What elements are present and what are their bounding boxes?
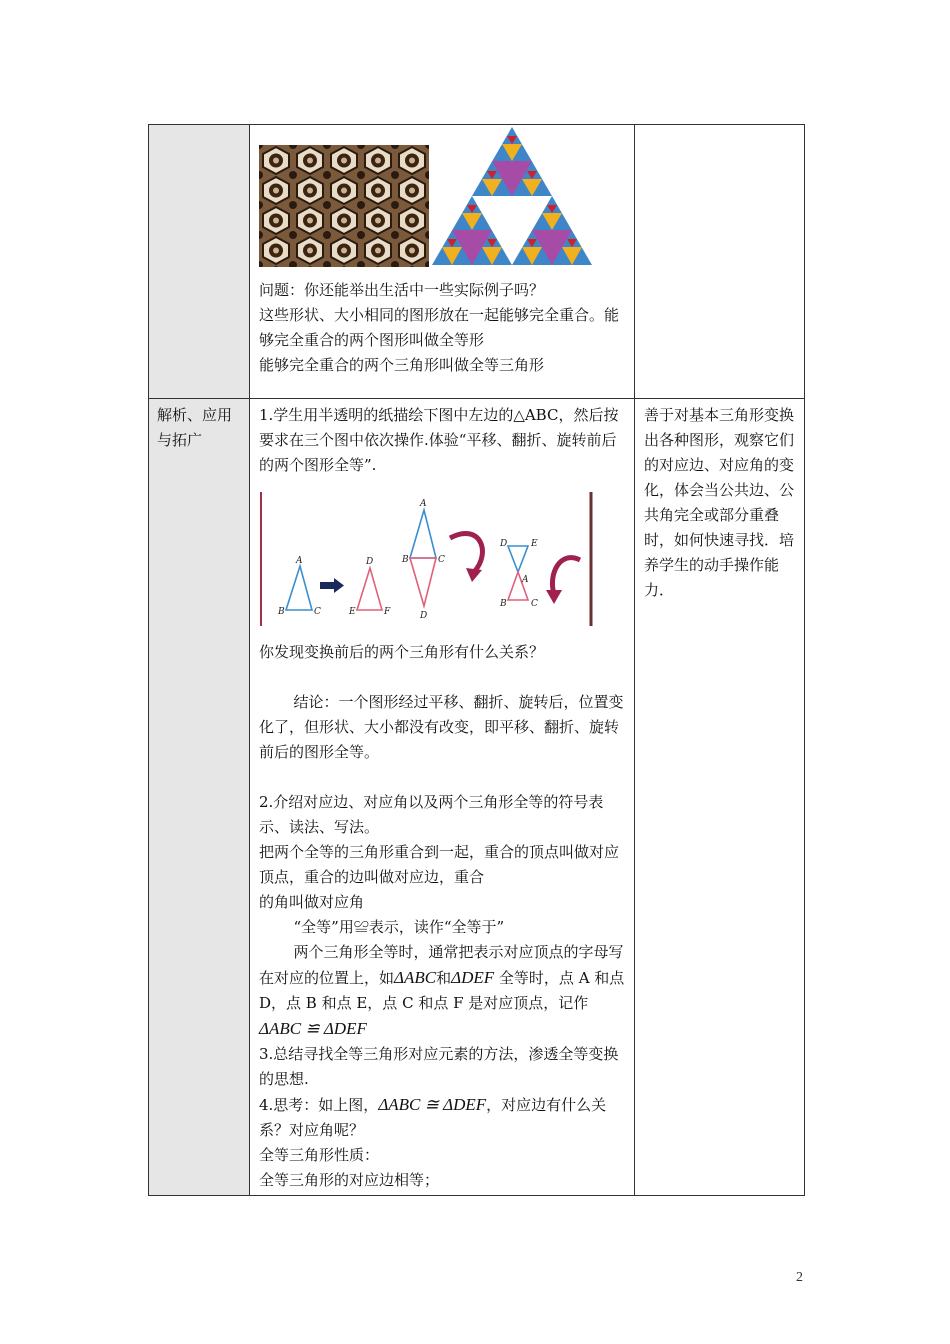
svg-text:D: D [500, 539, 508, 549]
activity-1-text: 1.学生用半透明的纸描绘下图中左边的△ABC，然后按要求在三个图中依次操作.体验“平移、翻折、旋转前后的两个图形全等”. [259, 406, 619, 474]
section-cell [149, 125, 250, 399]
table-row [149, 125, 805, 399]
property-heading: 全等三角形性质： [259, 1146, 380, 1164]
math-congruence: ΔABC ≅ ΔDEF [378, 1095, 487, 1114]
svg-text:B: B [402, 555, 409, 565]
transformation-figure [260, 490, 594, 628]
svg-text:C: C [438, 555, 445, 565]
lesson-table [148, 124, 805, 1196]
sierpinski-triangle-image [430, 125, 594, 267]
svg-text:A: A [522, 575, 529, 585]
notes-cell [635, 125, 805, 399]
svg-text:E: E [349, 607, 356, 617]
svg-text:C: C [531, 599, 538, 609]
table-row [149, 399, 805, 1196]
corresponding-angle-text: 的角叫做对应角 [259, 893, 365, 911]
svg-text:F: F [384, 607, 391, 617]
svg-text:D: D [420, 611, 428, 621]
example-images [250, 125, 634, 274]
section-cell [149, 399, 250, 1196]
activity-3-text: 3.总结寻找全等三角形对应元素的方法，渗透全等变换的思想. [259, 1045, 619, 1088]
label-c: C [314, 607, 321, 617]
math-congruence: ΔABC ≌ ΔDEF [259, 1019, 367, 1038]
math-def: ΔDEF [451, 968, 495, 987]
content-cell [250, 125, 635, 399]
section-title: 解析、应用与拓广 [157, 406, 233, 449]
svg-text:A: A [420, 499, 427, 509]
property-text: 全等三角形的对应边相等； [259, 1171, 440, 1189]
svg-text:E: E [531, 539, 538, 549]
notation-paragraph: 两个三角形全等时，通常把表示对应顶点的字母写在对应的位置上，如ΔABC和ΔDEF 全等时，点 A 和点 D，点 B 和点 E，点 C 和点 F 是对应顶点，记作ΔABC ≌ ΔDEF [259, 943, 625, 1038]
conclusion-text: 结论：一个图形经过平移、翻折、旋转后，位置变化了，但形状、大小都没有改变，即平移、翻折、旋转前后的图形全等。 [259, 693, 624, 761]
content-cell [250, 399, 635, 1196]
congruent-triangle-definition: 能够完全重合的两个三角形叫做全等三角形 [259, 356, 545, 374]
activity-4-text: 4.思考：如上图，ΔABC ≅ ΔDEF，对应边有什么关系？对应角呢？ [259, 1095, 607, 1139]
svg-text:D: D [366, 557, 374, 567]
corresponding-text: 把两个全等的三角形重合到一起，重合的顶点叫做对应顶点，重合的边叫做对应边，重合 [259, 843, 620, 886]
teaching-notes: 善于对基本三角形变换出各种图形，观察它们的对应边、对应角的变化，体会当公共边、公共角完全或部分重叠时，如何快速寻找．培养学生的动手操作能力． [644, 406, 795, 599]
question-text: 你发现变换前后的两个三角形有什么关系？ [259, 643, 545, 661]
label-a: A [296, 556, 303, 566]
math-abc: ΔABC [394, 968, 437, 987]
page-number: 2 [796, 1270, 803, 1285]
hexagon-pattern-image [259, 145, 429, 267]
question-text: 问题：你还能举出生活中一些实际例子吗？ [259, 281, 545, 299]
congruence-symbol-text: “全等”用≌表示，读作“全等于” [293, 918, 505, 936]
notes-cell [635, 399, 805, 1196]
activity-2-text: 2.介绍对应边、对应角以及两个三角形全等的符号表示、读法、写法。 [259, 793, 604, 836]
congruent-figure-definition: 这些形状、大小相同的图形放在一起能够完全重合。能够完全重合的两个图形叫做全等形 [259, 306, 620, 349]
svg-text:B: B [500, 599, 507, 609]
label-b: B [278, 607, 285, 617]
